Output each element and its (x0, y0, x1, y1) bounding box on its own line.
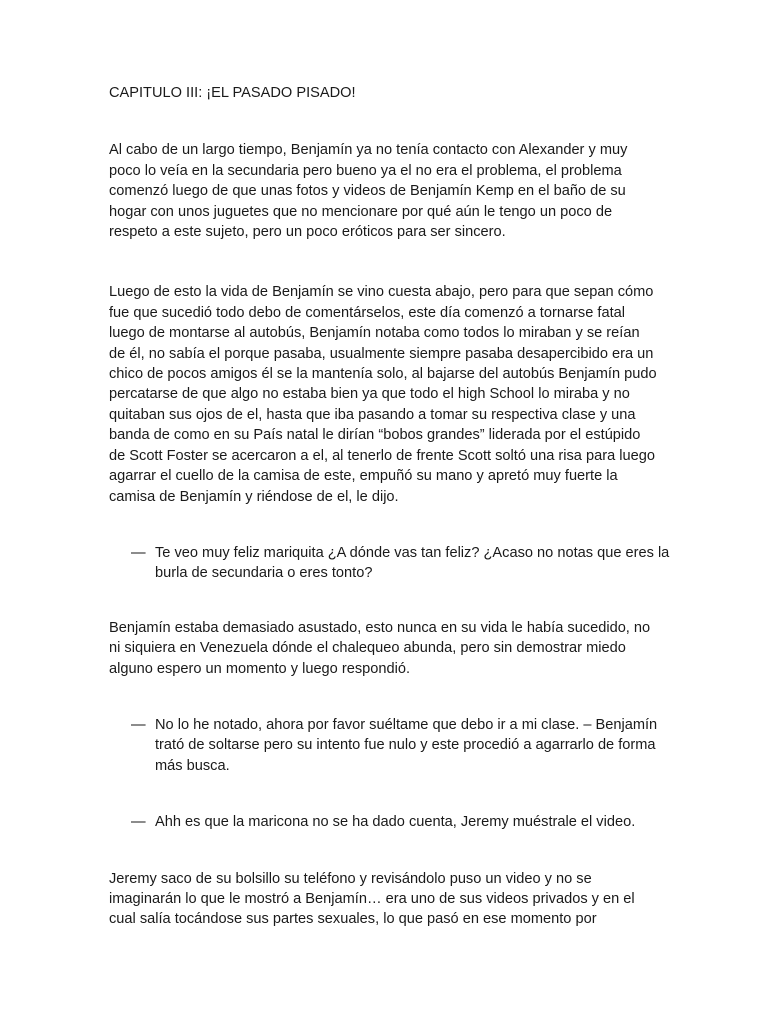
chapter-title: CAPITULO III: ¡EL PASADO PISADO! (109, 85, 356, 101)
paragraph-4: Jeremy saco de su bolsillo su teléfono y revisándolo puso un video y no se imaginarán lo que le mostró a Benjamín… era uno de sus videos privados y en el cual salía tocándose sus partes sexuales, lo que pasó en ese momento por (109, 870, 635, 928)
dialogue-dash: — (131, 544, 146, 561)
dialogue-line-3 (131, 812, 681, 832)
paragraph-2: Luego de esto la vida de Benjamín se vino cuesta abajo, pero para que sepan cómo fue que sucedió todo debo de comentárselos, este día comenzó a tornarse fatal luego de montarse al autobús, Benjamín notaba como todos lo miraban y se reían de él, no sabía el porque pasaba, usualmente siempre pasaba desapercibido era un chico de pocos amigos él se la mantenía solo, al bajarse del autobús Benjamín pudo percatarse de que algo no estaba bien ya que todo el high School lo miraba y no quitaban sus ojos de el, hasta que iba pasando a tomar su respectiva clase y una banda de como en su País natal le dirían “bobos grandes” liderada por el estúpido de Scott Foster se acercaron a el, al tenerlo de frente Scott soltó una risa para luego agarrar el cuello de la camisa de este, empuñó su mano y apretó muy fuerte la camisa de Benjamín y riéndose de el, le dijo. (109, 284, 657, 505)
dialogue-text-2: No lo he notado, ahora por favor suéltame que debo ir a mi clase. – Benjamín trató de soltarse pero su intento fue nulo y este procedió a agarrarlo de forma más busca. (155, 716, 658, 774)
paragraph-3: Benjamín estaba demasiado asustado, esto nunca en su vida le había sucedido, no ni siquiera en Venezuela dónde el chalequeo abunda, pero sin demostrar miedo alguno espero un momento y luego respondió. (109, 619, 651, 677)
dialogue-dash: — (131, 814, 146, 831)
dialogue-line-2 (131, 715, 681, 776)
dialogue-dash: — (131, 716, 146, 733)
dialogue-text-3: Ahh es que la maricona no se ha dado cuenta, Jeremy muéstrale el video. (155, 814, 636, 831)
dialogue-line-1 (131, 543, 681, 584)
dialogue-text-1: Te veo muy feliz mariquita ¿A dónde vas tan feliz? ¿Acaso no notas que eres la burla de secundaria o eres tonto? (155, 544, 670, 582)
document-page (109, 83, 670, 930)
paragraph-1: Al cabo de un largo tiempo, Benjamín ya no tenía contacto con Alexander y muy poco lo veía en la secundaria pero bueno ya el no era el problema, el problema comenzó luego de que unas fotos y videos de Benjamín Kemp en el baño de su hogar con unos juguetes que no mencionare por qué aún le tengo un poco de respeto a este sujeto, pero un poco eróticos para ser sincero. (109, 142, 628, 241)
